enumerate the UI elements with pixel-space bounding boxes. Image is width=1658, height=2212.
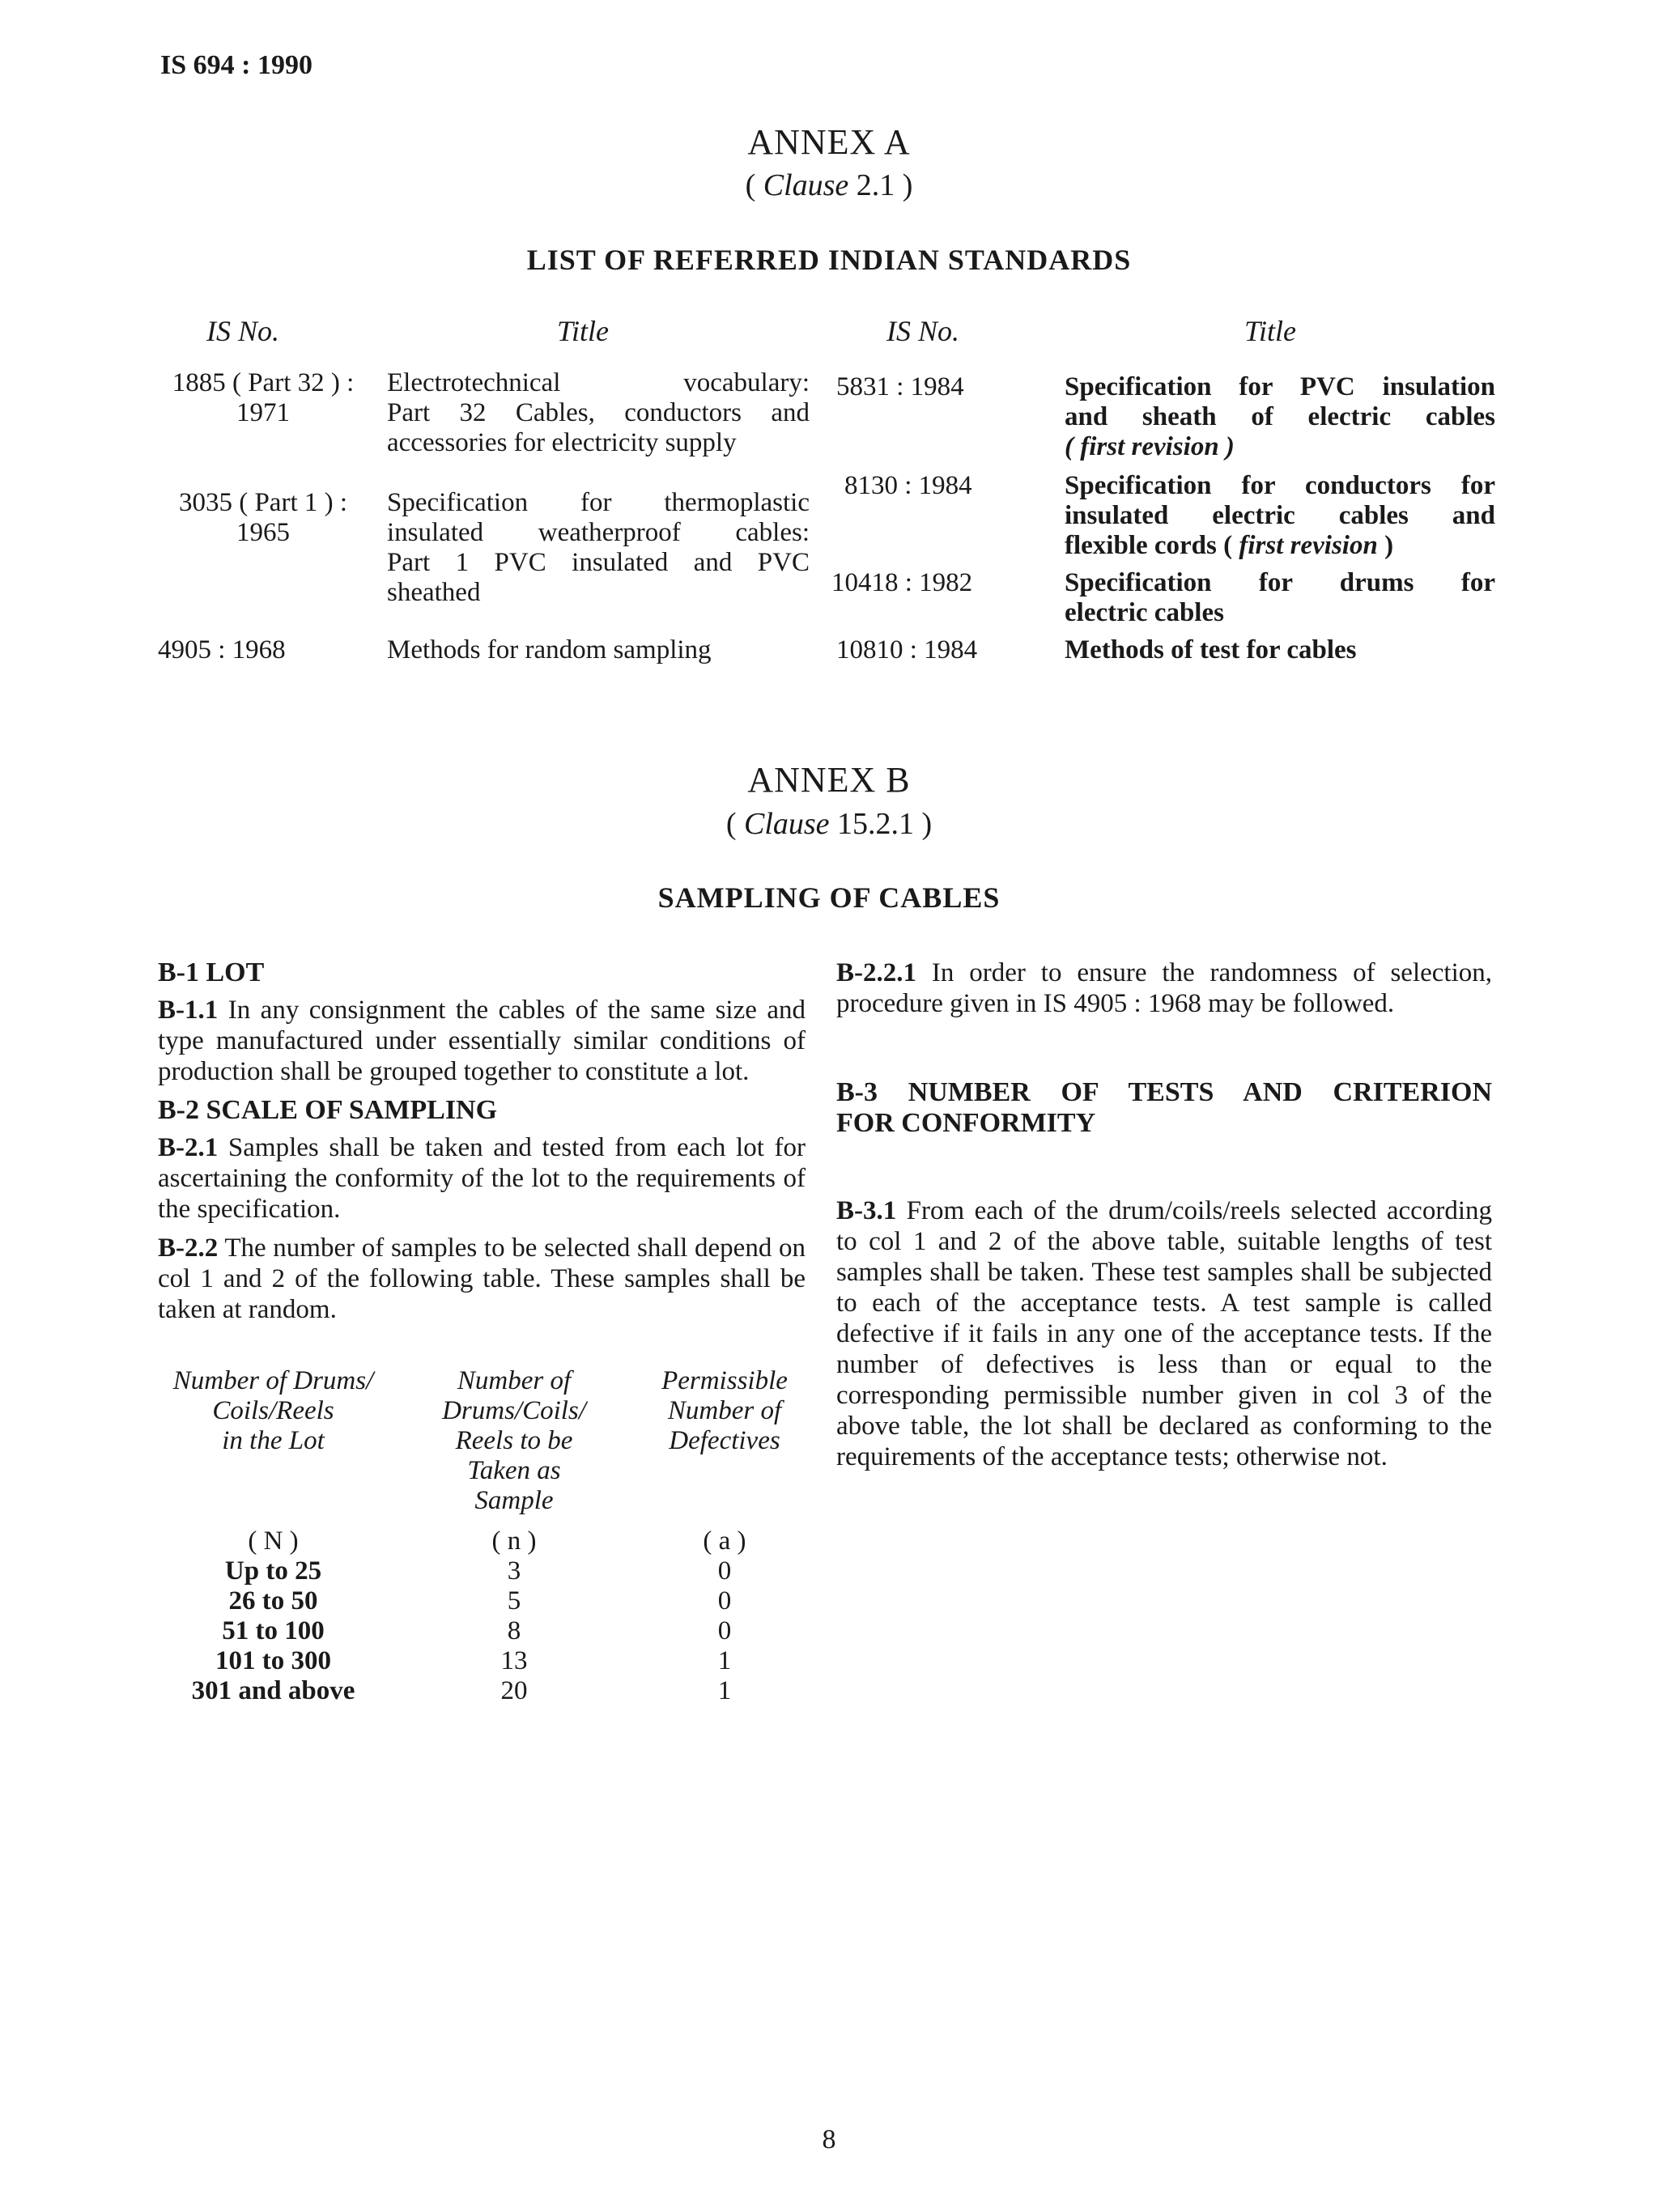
b3-1-paragraph: B-3.1 From each of the drum/coils/reels selected according to col 1 and 2 of the above table, suitable lengths of test samples shall be taken. These test samples shall be subjected to each of the acceptance tests. A test sample is called defective if it fails in any one of the acceptance tests. If the number of defectives is less than or equal to the corresponding permissible number given in col 3 of the above table, the lot shall be declared as conforming to the requirements of the acceptance tests; otherwise not. <box>836 1196 1492 1471</box>
col-header-is-no-right: IS No. <box>886 315 959 347</box>
annex-b-clause: ( Clause 15.2.1 ) <box>725 807 933 841</box>
std-title: Methods for random sampling <box>387 635 712 664</box>
std-title: Specification for thermoplastic insulated weatherproof cables: Part 1 PVC insulated and PVC sheathed <box>387 488 810 607</box>
table-cell: 3 <box>507 1556 521 1586</box>
b1-heading: B-1 LOT <box>158 957 265 987</box>
annex-a-clause: ( Clause 2.1 ) <box>745 168 913 202</box>
document-header: IS 694 : 1990 <box>160 50 312 80</box>
table-cell: 1 <box>717 1676 732 1705</box>
std-number: 1885 ( Part 32 ) : 1971 <box>172 368 355 427</box>
std-title: Specification for drums for electric cables <box>1065 568 1495 627</box>
b2-2-1-paragraph: B-2.2.1 In order to ensure the randomness of selection, procedure given in IS 4905 : 1968 may be followed. <box>836 958 1492 1018</box>
table-cell: Up to 25 <box>224 1556 322 1586</box>
table-cell: 5 <box>507 1586 521 1615</box>
std-title: Electrotechnical vocabulary: Part 32 Cables, conductors and accessories for electricity supply <box>387 368 810 457</box>
std-number: 5831 : 1984 <box>836 372 964 401</box>
annex-a-section-title: LIST OF REFERRED INDIAN STANDARDS <box>526 244 1132 276</box>
std-number: 10810 : 1984 <box>836 635 978 664</box>
sampling-symbol: ( a ) <box>703 1526 746 1556</box>
sampling-symbol: ( N ) <box>248 1526 299 1556</box>
sampling-header-sample-size: Number of Drums/Coils/ Reels to be Taken as Sample <box>442 1366 586 1515</box>
std-title: Methods of test for cables <box>1065 635 1357 664</box>
table-cell: 20 <box>500 1676 528 1705</box>
std-number: 8130 : 1984 <box>844 471 972 500</box>
sampling-header-lot-size: Number of Drums/ Coils/Reels in the Lot <box>172 1366 374 1455</box>
std-title: Specification for PVC insulation and sheath of electric cables ( first revision ) <box>1065 372 1495 461</box>
table-cell: 301 and above <box>191 1676 355 1705</box>
col-header-title-right: Title <box>1244 315 1297 347</box>
b2-2-paragraph: B-2.2 The number of samples to be selected shall depend on col 1 and 2 of the following table. These samples shall be taken at random. <box>158 1233 806 1324</box>
annex-b-right-column <box>836 957 1492 1472</box>
table-cell: 0 <box>717 1556 732 1586</box>
annex-b-title: ANNEX B <box>747 760 911 800</box>
annex-b-section-title: SAMPLING OF CABLES <box>657 881 1001 914</box>
std-number: 10418 : 1982 <box>831 568 973 597</box>
page-number: 8 <box>822 2125 836 2155</box>
b3-heading-line-1: B-3 NUMBER OF TESTS AND CRITERION <box>836 1077 1492 1107</box>
b3-heading-line-2: FOR CONFORMITY <box>836 1108 1096 1138</box>
table-cell: 1 <box>717 1646 732 1675</box>
col-header-title-left: Title <box>557 315 610 347</box>
b2-heading: B-2 SCALE OF SAMPLING <box>158 1095 498 1125</box>
std-number: 4905 : 1968 <box>158 635 286 664</box>
table-cell: 101 to 300 <box>215 1646 331 1675</box>
sampling-symbol: ( n ) <box>491 1526 537 1556</box>
b1-1-paragraph: B-1.1 In any consignment the cables of the same size and type manufactured under essentially similar conditions of production shall be grouped together to constitute a lot. <box>158 996 806 1086</box>
table-cell: 0 <box>717 1616 732 1645</box>
sampling-header-defectives: Permissible Number of Defectives <box>661 1366 788 1455</box>
table-cell: 51 to 100 <box>222 1616 325 1645</box>
col-header-is-no-left: IS No. <box>206 315 279 347</box>
annex-b-left-column <box>158 957 806 1333</box>
table-cell: 13 <box>500 1646 528 1675</box>
std-number: 3035 ( Part 1 ) : 1965 <box>178 488 348 547</box>
table-cell: 0 <box>717 1586 732 1615</box>
table-cell: 26 to 50 <box>228 1586 318 1615</box>
b2-1-paragraph: B-2.1 Samples shall be taken and tested from each lot for ascertaining the conformity of the lot to the requirements of the specification. <box>158 1133 806 1224</box>
table-cell: 8 <box>507 1616 521 1645</box>
annex-a-title: ANNEX A <box>747 122 911 162</box>
std-title: Specification for conductors for insulated electric cables and flexible cords ( first revision ) <box>1065 471 1495 560</box>
